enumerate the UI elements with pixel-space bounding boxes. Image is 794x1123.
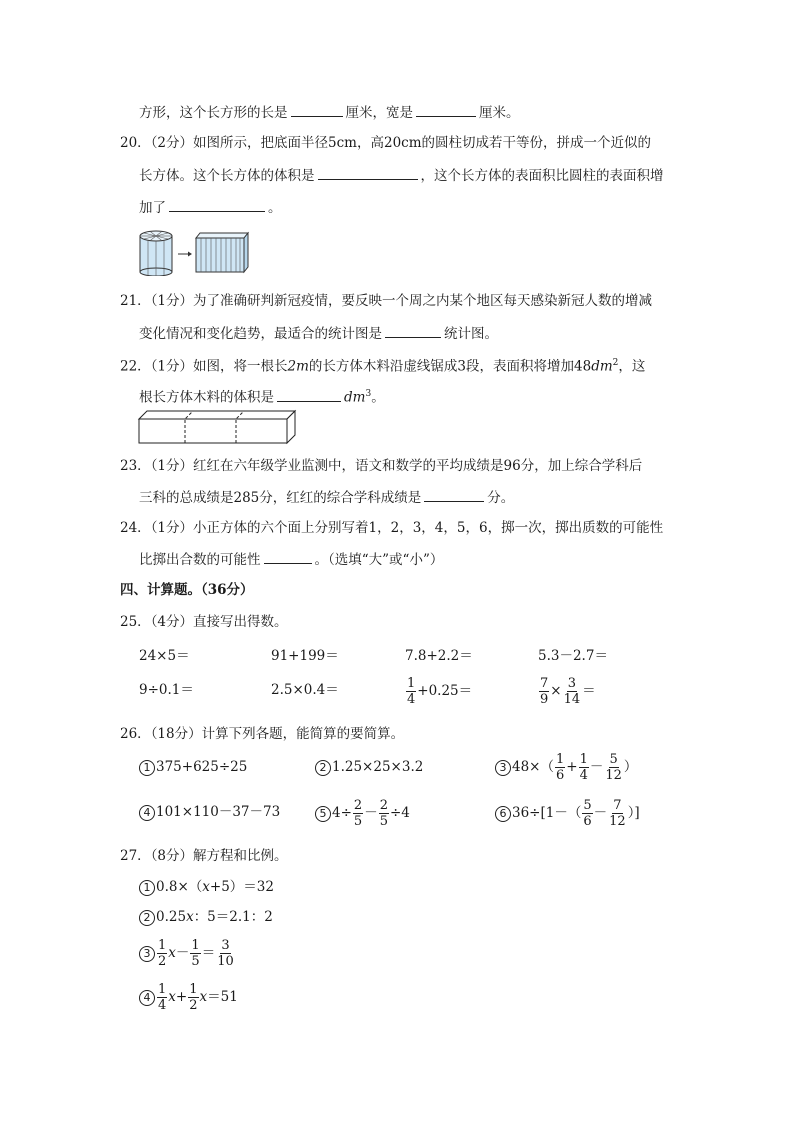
question-25-title: 25．（4分）直接写出得数。: [120, 614, 288, 630]
q26-item-1: 1 375+625÷25: [139, 757, 247, 777]
q27-equation-1: 1 0.8×（x+5）＝32: [139, 877, 274, 897]
question-20-line-2: 长方体。这个长方体的体积是 ，这个长方体的表面积比圆柱的表面积增: [139, 165, 664, 186]
question-27-title: 27．（8分）解方程和比例。: [120, 848, 288, 864]
q27-equation-2: 2 0.25x：5＝2.1：2: [139, 907, 273, 927]
question-21-line-2: 变化情况和变化趋势，最适合的统计图是 统计图。: [139, 323, 498, 344]
question-20-line-1: 20．（2分）如图所示，把底面半径5cm，高20cm的圆柱切成若干等份，拼成一个近似的: [120, 135, 652, 151]
q27-equation-3: 3 $\frac{1}{2}$ x－ $\frac{1}{5}$ ＝ $\frac{3}{10}$: [139, 938, 236, 969]
answer-blank[interactable]: [277, 387, 341, 402]
q25-item: $\frac{7}{9}$ × $\frac{3}{14}$ ＝: [540, 676, 596, 707]
question-20-line-3: 加了 。: [139, 197, 282, 218]
question-26-title: 26．（18分）计算下列各题，能简算的要简算。: [120, 726, 405, 742]
answer-blank[interactable]: [385, 323, 441, 338]
wooden-beam-figure: [137, 409, 299, 445]
circled-number-icon: 3: [495, 760, 511, 776]
circled-number-icon: 4: [139, 990, 155, 1006]
q26-item-2: 2 1.25×25×3.2: [315, 757, 423, 777]
q26-item-4: 4 101×110－37－73: [139, 802, 280, 822]
q27-equation-4: 4 $\frac{1}{4}$ x+ $\frac{1}{2}$ x＝51: [139, 982, 238, 1013]
answer-blank[interactable]: [264, 549, 312, 564]
fraction: $\frac{3}{14}$: [563, 676, 581, 707]
q25-item: $\frac{1}{4}$ +0.25＝: [407, 676, 473, 707]
fraction: $\frac{1}{5}$: [191, 938, 200, 969]
question-23-line-1: 23．（1分）红红在六年级学业监测中，语文和数学的平均成绩是96分，加上综合学科后: [120, 458, 643, 474]
circled-number-icon: 1: [139, 880, 155, 896]
question-24-line-1: 24．（1分）小正方体的六个面上分别写着1，2，3，4，5，6，掷一次，掷出质数的可能性: [120, 520, 664, 536]
circled-number-icon: 2: [315, 760, 331, 776]
answer-blank[interactable]: [318, 165, 418, 180]
answer-blank[interactable]: [169, 197, 265, 212]
q25-item: 24×5＝: [139, 648, 190, 664]
answer-blank[interactable]: [291, 102, 343, 117]
circled-number-icon: 3: [139, 946, 155, 962]
fraction: $\frac{1}{6}$: [556, 752, 565, 783]
fraction: $\frac{1}{2}$: [189, 982, 198, 1013]
fraction: $\frac{3}{10}$: [217, 938, 234, 969]
circled-number-icon: 2: [139, 910, 155, 926]
q26-item-5: 5 4÷ $\frac{2}{5}$ － $\frac{2}{5}$ ÷4: [315, 798, 410, 829]
fraction: $\frac{7}{12}$: [609, 798, 626, 829]
fraction: $\frac{1}{4}$: [407, 676, 416, 707]
q19-tail-line: 方形，这个长方形的长是 厘米，宽是 厘米。: [139, 102, 520, 123]
circled-number-icon: 4: [139, 805, 155, 821]
fraction: $\frac{2}{5}$: [379, 798, 388, 829]
fraction: $\frac{5}{12}$: [605, 752, 622, 783]
q25-item: 9÷0.1＝: [139, 682, 194, 698]
question-21-line-1: 21．（1分）为了准确研判新冠疫情，要反映一个周之内某个地区每天感染新冠人数的增减: [120, 293, 653, 309]
answer-blank[interactable]: [424, 487, 484, 502]
question-24-line-2: 比掷出合数的可能性 。（选填“大”或“小”）: [139, 549, 443, 570]
section-4-heading: 四、计算题。（36分）: [120, 582, 254, 598]
fraction: $\frac{7}{9}$: [540, 676, 549, 707]
question-22-line-2: 根长方体木料的体积是 $dm^3$。: [139, 384, 385, 408]
q26-item-3: 3 48×（ $\frac{1}{6}$ + $\frac{1}{4}$ － $\frac{5}{12}$ ）: [495, 752, 637, 783]
fraction: $\frac{5}{6}$: [583, 798, 592, 829]
q25-item: 2.5×0.4＝: [271, 682, 339, 698]
fraction: $\frac{1}{4}$: [579, 752, 588, 783]
q25-item: 91+199＝: [271, 648, 339, 664]
circled-number-icon: 1: [139, 760, 155, 776]
q25-item: 5.3－2.7＝: [538, 648, 608, 664]
answer-blank[interactable]: [416, 102, 476, 117]
cylinder-to-cuboid-figure: [138, 228, 250, 276]
fraction: $\frac{2}{5}$: [353, 798, 363, 829]
fraction: $\frac{1}{2}$: [158, 938, 167, 969]
circled-number-icon: 5: [315, 806, 331, 822]
fraction: $\frac{1}{4}$: [158, 982, 167, 1013]
circled-number-icon: 6: [495, 806, 511, 822]
question-23-line-2: 三科的总成绩是285分，红红的综合学科成绩是 分。: [139, 487, 514, 508]
question-22-line-1: 22．（1分）如图，将一根长2m的长方体木料沿虚线锯成3段，表面积将增加$48dm^2$，这: [120, 358, 646, 375]
q26-item-6: 6 36÷[1－（ $\frac{5}{6}$ － $\frac{7}{12}$ ）]: [495, 798, 640, 829]
q25-item: 7.8+2.2＝: [405, 648, 473, 664]
